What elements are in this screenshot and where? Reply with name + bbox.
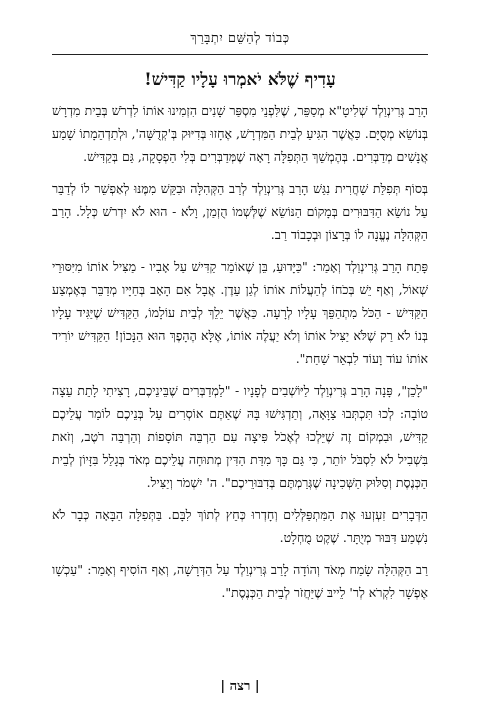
paragraph: בְּסוֹף תְּפִלַּת שַׁחֲרִית נִגַּשׁ הָרַב גְּרִינְוַלְד לְרַב הַקְּהִלָּה וּבִקֵּשׁ מִמֶּנּוּ לְאַפְשֵׁר לוֹ לְדַבֵּר עַל נוֹשֵׂא הַדִּבּוּרִים בְּמָקוֹם הַנּוֹשֵׂא שֶׁלְּשְׁמוֹ הֻזְמַן, וָלֹא - הוּא לֹא יִדְרֹשׁ כְּלָל. הָרַב הַקְּהִלָּה נֶעֱנָה לוֹ בְּרָצוֹן וּבְכָבוֹד רַב. [52, 181, 428, 242]
paragraph: "לָכֵן", פָּנָה הָרַב גְּרִינְוַלְד לַיּוֹשְׁבִים לְפָנָיו - "לַמְדַבְּרִים שֶׁבֵּינֵיכֶם, רָצִיתִי לָתֵת עֵצָה טוֹבָה: לְכוּ תִּכְתְּבוּ צַוָּאָה, וְתַדְגִּישׁוּ בָּהּ שֶׁאַתֶּם אוֹסְרִים עַל בְּנֵיכֶם לוֹמַר עֲלֵיכֶם קַדִּישׁ, וּבִמְקוֹם זֶה שֶׁיֵּלְכוּ לְאֶכֹל פִּיצָה עִם הַרְבֵּה תּוֹסָפוֹת וְהַרְבֵּה רֹטֶב, וְזֹאת בִּשְׁבִיל לֹא לִסְבֹּל יוֹתֵר, כִּי גַּם כָּךְ מִדַּת הַדִּין מְתוּחָה עֲלֵיכֶם מְאֹד בְּגָלַל בִּזָּיוֹן לְבֵית הַכְּנֶסֶת וְסִלּוּק הַשְּׁכִינָה שֶׁגְּרַמְתֶּם בְּדִבּוּרֵיכֶם". ה' יִשְׁמֹר וְיַצִּיל. [52, 383, 428, 490]
paragraph: רַב הַקְּהִלָּה שָׂמַח מְאֹד וְהוֹדָה לָרַב גְּרִינְוַלְד עַל הַדְּרָשָׁה, וְאַף הוֹסִיף וְאָמַר: "עַכְשָׁו אֶפְשָׁר לִקְרֹא לְר' לֵייבּ שֶׁיַּחֲזֹר לְבֵית הַכְּנֶסֶת". [52, 562, 428, 600]
page-number: | רצה | [220, 679, 260, 694]
document-page [0, 30, 480, 713]
article-body [52, 99, 428, 604]
header-divider [52, 54, 428, 55]
article-title: עָדִיף שֶׁלֹּא יֹאמְרוּ עָלָיו קַדִּישׁ! [144, 70, 336, 90]
paragraph: פָּתַח הָרַב גְּרִינְוַלְד וְאָמַר: "כַּיָּדוּעַ, בֵּן שֶׁאוֹמֵר קַדִּישׁ עַל אָבִיו - מַצִּיל אוֹתוֹ מִיִּסּוּרֵי שְׁאוֹל, וְאַף יֵשׁ בְּכֹחוֹ לְהַעֲלוֹת אוֹתוֹ לְגַן עֵדֶן. אֲבָל אִם הָאָב בְּחַיָּיו מְדַבֵּר בְּאֶמְצַע הַקַּדִּישׁ - הַכֹּל מִתְהַפֵּךְ עָלָיו לְרָעָה. כַּאֲשֶׁר יֵלֵךְ לְבֵית עוֹלָמוֹ, הַקַּדִּישׁ שֶׁיַּגִּיד עָלָיו בְּנוֹ לֹא רַק שֶׁלֹּא יַצִּיל אוֹתוֹ וְלֹא יַעֲלֶה אוֹתוֹ, אֶלָּא הֶהָפֶךְ הוּא הַנָּכוֹן! הַקַּדִּישׁ יוֹרִיד אוֹתוֹ עוֹד וָעוֹד לִבְאֵר שַׁחַת". [52, 259, 428, 366]
paragraph: הַדְּבָרִים זִעְזְעוּ אֶת הַמִּתְפַּלְּלִים וְחָדְרוּ כְּחֵץ לְתוֹךְ לִבָּם. בַּתְּפִלָּה הַבָּאָה כְּבָר לֹא נִשְׁמַע דִּבּוּר מְיֻתָּר. שֶׁקֶט מֻחְלָט. [52, 507, 428, 545]
paragraph: הָרַב גְּרִינְוַלְד שְׁלִיטָ"א מְסַפֵּר, שֶׁלִּפְנֵי מִסְפַּר שָׁנִים הִזְמִינוּ אוֹתוֹ לִדְרֹשׁ בְּבֵית מִדְרָשׁ בְּנוֹשֵׂא מְסֻיָּם. כַּאֲשֶׁר הִגִּיעַ לְבֵית הַמִּדְרָשׁ, אֶחָזוּ בְּדִיּוּק בְּ'קְדֻשָּׁה', וּלְתַדְהֵמָתוֹ שָׁמַע אֲנָשִׁים מְדַבְּרִים. בְּהֶמְשֵׁךְ הַתְּפִלָּה רָאָה שֶׁמְּדַבְּרִים בְּלִי הַפְסָקָה, גַּם בְּקַדִּישׁ. [52, 103, 428, 164]
running-header: כְּבוֹד לְהַשֵּׁם יִתְבָּרַךְ [190, 31, 290, 46]
